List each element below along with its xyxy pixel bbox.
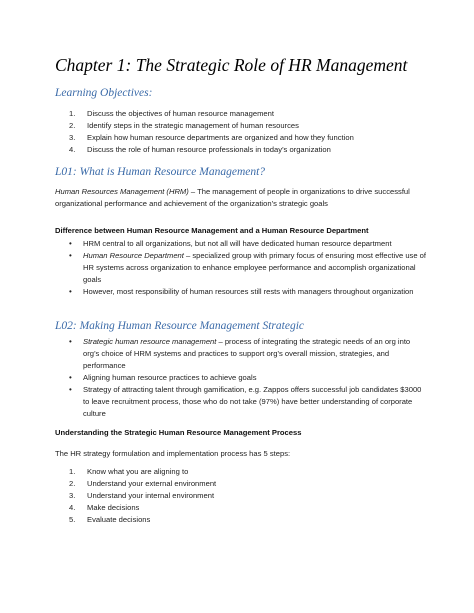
- lo2-heading: L02: Making Human Resource Management Strategic: [55, 320, 305, 332]
- hrm-definition: Human Resources Management (HRM) – The management of people in organizations to drive successful organizational performance and achievement of the organization’s strategic goals: [55, 187, 410, 208]
- list-item: 4. Make decisions: [69, 503, 140, 512]
- page-title: Chapter 1: The Strategic Role of HR Management: [55, 55, 408, 75]
- list-item: • HRM central to all organizations, but not all will have dedicated human resource department: [69, 239, 392, 248]
- process-steps-list: [55, 466, 425, 526]
- list-item: • However, most responsibility of human resources still rests with managers throughout organization: [69, 287, 414, 296]
- process-intro: The HR strategy formulation and implementation process has 5 steps:: [55, 449, 291, 458]
- list-item: • Aligning human resource practices to achieve goals: [69, 373, 257, 382]
- lo1-subheading: Difference between Human Resource Management and a Human Resource Department: [55, 226, 369, 235]
- list-item: 5. Evaluate decisions: [69, 515, 151, 524]
- list-item: • Strategic human resource management – process of integrating the strategic needs of an org into org’s choice of HRM systems and practices to support org’s overall mission, strategies, and performance: [69, 337, 411, 370]
- list-item: • Strategy of attracting talent through gamification, e.g. Zappos offers successful job candidates $3000 to leave recruitment process, those who do not take (97%) have better understanding of corporate culture: [69, 385, 422, 418]
- list-item: 3. Understand your internal environment: [69, 491, 215, 500]
- lo2-bullet-list: [55, 336, 427, 420]
- lo1-heading: L01: What is Human Resource Management?: [55, 166, 266, 178]
- lo2-subheading: Understanding the Strategic Human Resource Management Process: [55, 428, 302, 437]
- list-item: 4. Discuss the role of human resource professionals in today’s organization: [69, 145, 331, 154]
- list-item: 1. Know what you are aligning to: [69, 467, 189, 476]
- lo1-bullet-list: [55, 238, 427, 298]
- list-item: 2. Understand your external environment: [69, 479, 217, 488]
- list-item: 3. Explain how human resource departments are organized and how they function: [69, 133, 354, 142]
- list-item: 2. Identify steps in the strategic management of human resources: [69, 121, 299, 130]
- learning-objectives-list: [55, 108, 425, 156]
- list-item: 1. Discuss the objectives of human resource management: [69, 109, 274, 118]
- list-item: • Human Resource Department – specialized group with primary focus of ensuring most effective use of HR systems across organization to enhance employee performance and accomplish organizational goals: [69, 251, 427, 284]
- learning-objectives-heading: Learning Objectives:: [55, 87, 153, 99]
